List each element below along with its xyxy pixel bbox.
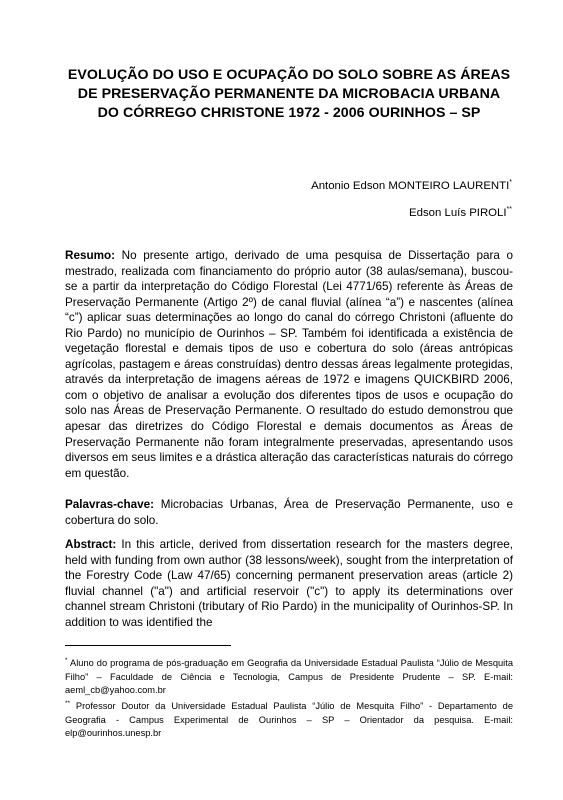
footnote-2 (65, 697, 513, 741)
author-2-name: Edson Luís PIROLI (409, 207, 507, 219)
abstract-paragraph (65, 537, 513, 630)
author-2-mark: ** (506, 206, 512, 213)
author-2 (409, 203, 512, 220)
abstract-text: In this article, derived from dissertation research for the masters degree, held with funding from own author (38 lessons/week), sought from the interpretation of the Forestry Code (Law 47/65) concerning permanent preservation areas (article 2) fluvial channel ("a") and artificial reservoir ("c") to apply its determinations over channel stream Christoni (tributary of Rio Pardo) in the municipality of Ourinhos-SP. In addition to was identified the (65, 538, 513, 629)
footnote-1-text: Aluno do programa de pós-graduação em Geografia da Universidade Estadual Paulista “Júlio de Mesquita Filho” – Faculdade de Ciência e Tecnologia, Campus de Presidente Prudente – SP. E-mail: aeml_cb@yahoo.com.br (65, 658, 513, 695)
abstract-label: Abstract: (65, 538, 117, 551)
keywords-text: Microbacias Urbanas, Área de Preservação Permanente, uso e cobertura do solo. (65, 498, 513, 527)
keywords-paragraph (65, 497, 513, 528)
resumo-label: Resumo: (65, 249, 116, 262)
author-1-name: Antonio Edson MONTEIRO LAURENTI (311, 180, 510, 192)
author-1 (311, 176, 512, 193)
keywords-label: Palavras-chave: (65, 498, 155, 511)
footnote-2-mark: ** (65, 700, 71, 707)
resumo-paragraph (65, 248, 513, 481)
paper-title: EVOLUÇÃO DO USO E OCUPAÇÃO DO SOLO SOBRE AS ÁREAS DE PRESERVAÇÃO PERMANENTE DA MICROBACIA URBANA DO CÓRREGO CHRISTONE 1972 - 2006 OURINHOS – SP (67, 67, 511, 121)
resumo-text: No presente artigo, derivado de uma pesquisa de Dissertação para o mestrado, realizada com financiamento do próprio autor (38 aulas/semana), buscou-se a partir da interpretação do Código Florestal (Lei 4771/65) referente às Áreas de Preservação Permanente (Artigo 2º) de canal fluvial (alínea “a”) e nascentes (alínea “c”) aplicar suas determinações ao longo do canal do córrego Christoni (afluente do Rio Pardo) no município de Ourinhos – SP. Também foi identificada a existência de vegetação florestal e demais tipos de uso e cobertura do solo (áreas antrópicas agrícolas, pastagem e áreas construídas) dentro dessas áreas legalmente protegidas, através da interpretação de imagens aéreas de 1972 e imagens QUICKBIRD 2006, com o objetivo de analisar a evolução dos diferentes tipos de usos e ocupação do solo nas Áreas de Preservação Permanente. O resultado do estudo demonstrou que apesar das diretrizes do Código Florestal e demais documentos as Áreas de Preservação Permanente não foram integralmente preservadas, apresentando usos diversos em seus limites e a drástica alteração das características naturais do córrego em questão. (65, 249, 513, 480)
footnote-1 (65, 654, 513, 698)
author-1-mark: * (509, 179, 512, 186)
footnote-1-mark: * (65, 657, 68, 664)
footnote-divider (65, 645, 231, 646)
footnote-2-text: Professor Doutor da Universidade Estadual Paulista “Júlio de Mesquita Filho” - Departamento de Geografia - Campus Experimental de Ourinhos – SP – Orientador da pesquisa. E-mail: elp@ourinhos.unesp.br (65, 701, 513, 738)
